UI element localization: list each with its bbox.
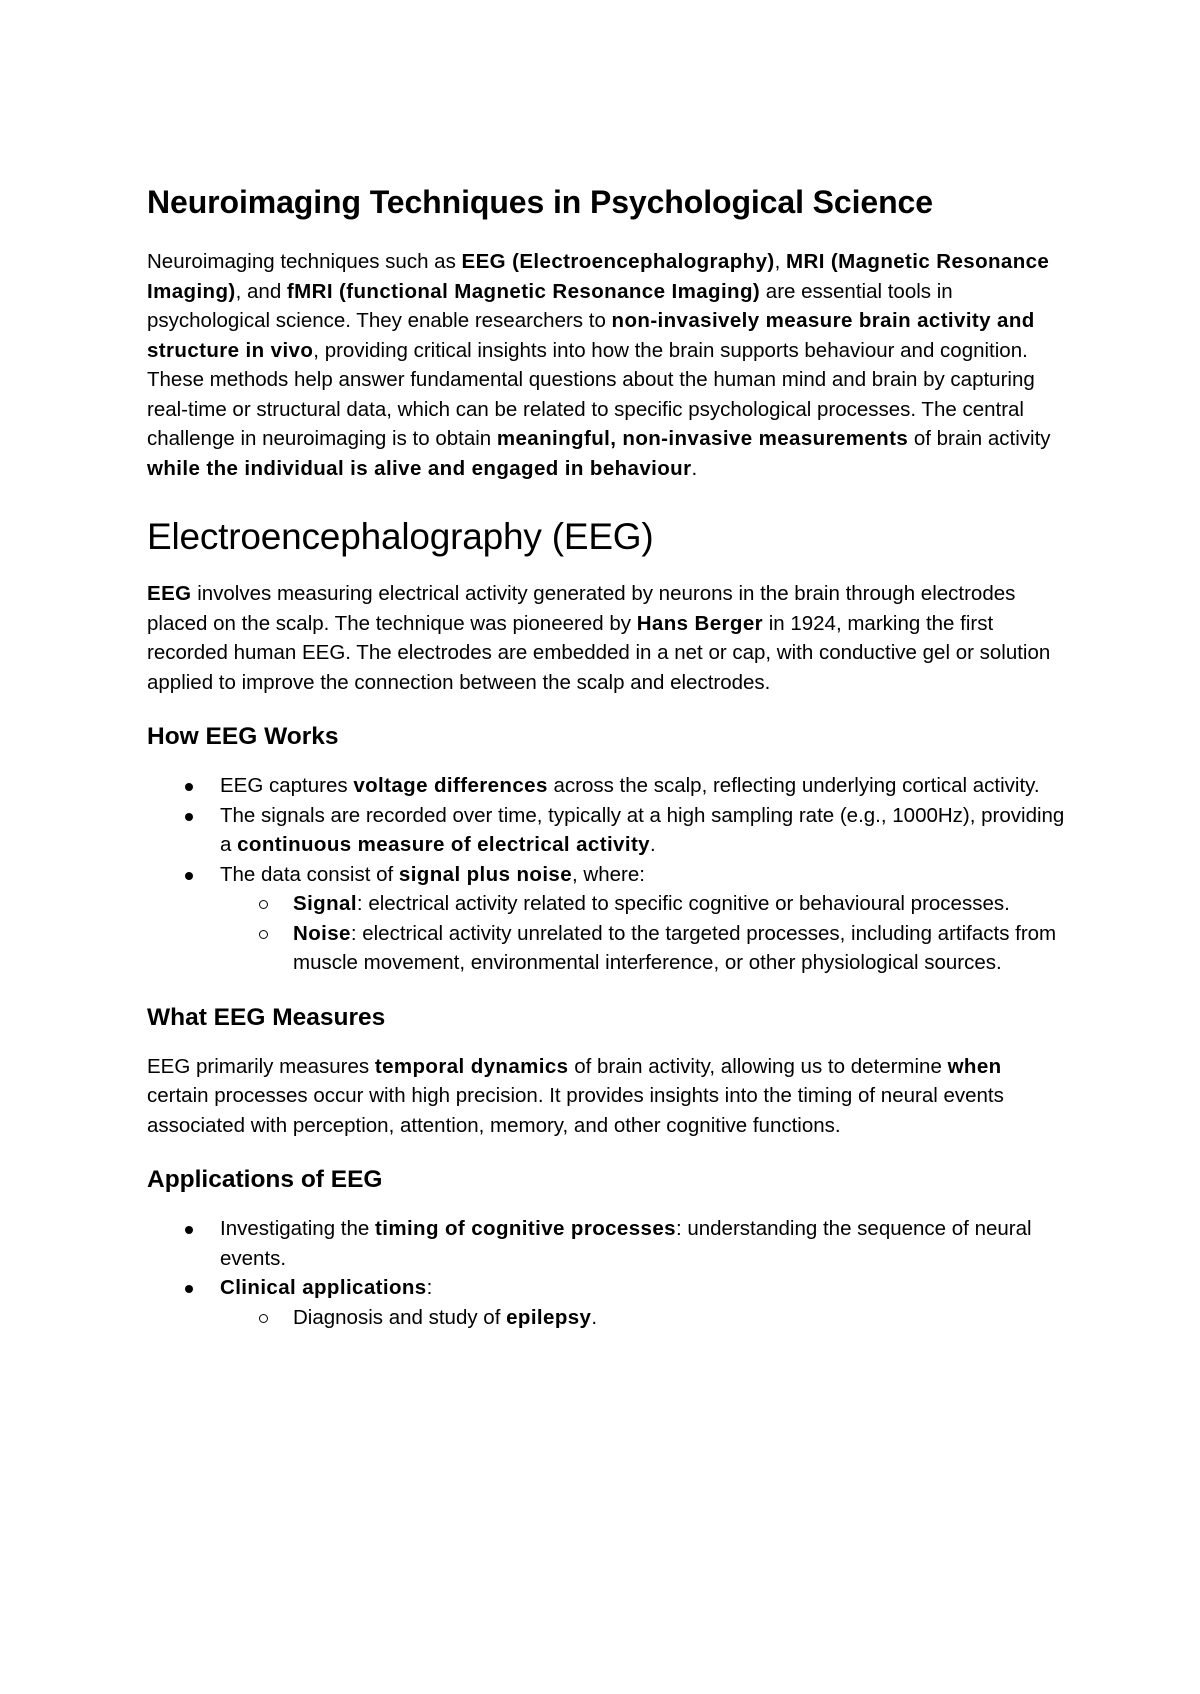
- sub-list-item-bold-text: Noise: [293, 921, 351, 945]
- sub-list-item: [220, 889, 1067, 919]
- document-content: [147, 180, 1067, 1332]
- list-item-text: [220, 804, 1064, 857]
- hollow-bullet-icon: [259, 1314, 268, 1323]
- bullet-icon: [185, 813, 193, 821]
- eeg-intro-paragraph: [147, 579, 1067, 697]
- sub-list-item-text: : electrical activity unrelated to the targeted processes, including artifacts from muscle movement, environmental interference, or other physiological sources.: [293, 921, 1057, 974]
- sub-list: [220, 1303, 1067, 1333]
- list-item-text: [220, 863, 645, 886]
- eeg-section-heading: Electroencephalography (EEG): [147, 516, 654, 557]
- sub-list-item-text: [293, 922, 1056, 975]
- intro-paragraph-bold-text: while the individual is alive and engaged in behaviour: [147, 456, 692, 480]
- list-item-text: [220, 774, 1040, 797]
- intro-paragraph-bold-text: meaningful, non-invasive measurements: [496, 427, 909, 450]
- applications-of-eeg-list: [147, 1214, 1067, 1332]
- list-item-text: [220, 1217, 1032, 1270]
- list-item-bold-text: signal plus noise: [398, 862, 573, 886]
- what-eeg-measures-heading: What EEG Measures: [147, 1003, 386, 1031]
- sub-list-item-text: .: [591, 1305, 598, 1329]
- list-item-text: :: [426, 1276, 433, 1299]
- eeg-intro-paragraph-bold-text: EEG: [147, 582, 192, 605]
- what-eeg-measures-paragraph: [147, 1052, 1067, 1141]
- list-item-bold-text: timing of cognitive processes: [375, 1217, 676, 1240]
- eeg-intro-paragraph-text: in 1924, marking the first recorded human EEG. The electrodes are embedded in a net or cap, with conductive gel or solution applied to improve the connection between the scalp and electrodes.: [147, 611, 1051, 694]
- sub-list-item-bold-text: epilepsy: [506, 1305, 592, 1329]
- list-item-bold-text: Clinical applications: [220, 1276, 427, 1299]
- sub-list-item-bold-text: Signal: [293, 892, 357, 915]
- how-eeg-works-list: [147, 771, 1067, 978]
- list-item-text: across the scalp, reflecting underlying cortical activity.: [547, 774, 1040, 797]
- intro-paragraph-text: ,: [774, 250, 787, 273]
- what-eeg-measures-paragraph-text: of brain activity, allowing us to determine: [568, 1054, 948, 1078]
- bullet-icon: [185, 872, 193, 880]
- intro-paragraph-text: , and: [235, 279, 287, 303]
- intro-paragraph-text: of brain activity: [908, 427, 1051, 450]
- intro-paragraph: [147, 247, 1067, 483]
- list-item-text: .: [649, 833, 656, 856]
- list-item-bold-text: continuous measure of electrical activity: [237, 833, 650, 856]
- page-title: Neuroimaging Techniques in Psychological Science: [147, 184, 933, 220]
- list-item: [147, 860, 1067, 978]
- intro-paragraph-bold-text: fMRI (functional Magnetic Resonance Imaging): [286, 279, 761, 303]
- eeg-intro-paragraph-bold-text: Hans Berger: [636, 611, 763, 635]
- intro-paragraph-bold-text: EEG (Electroencephalography): [461, 250, 775, 273]
- sub-list-item-text: [293, 1306, 597, 1329]
- list-item: [147, 1214, 1067, 1273]
- list-item-text: The signals are recorded over time, typically at a high sampling rate (e.g., 1000Hz), providing a: [220, 803, 1065, 856]
- list-item-text: Investigating the: [220, 1217, 375, 1240]
- bullet-icon: [185, 1285, 193, 1293]
- intro-paragraph-bold-text: MRI (Magnetic Resonance Imaging): [147, 250, 1050, 303]
- what-eeg-measures-paragraph-text: EEG primarily measures: [147, 1054, 375, 1078]
- applications-of-eeg-heading: Applications of EEG: [147, 1166, 383, 1193]
- list-item-text: The data consist of: [220, 862, 399, 886]
- how-eeg-works-heading: How EEG Works: [147, 723, 339, 750]
- list-item-text: EEG captures: [220, 774, 354, 797]
- sub-list-item: [220, 919, 1067, 978]
- sub-list: [220, 889, 1067, 978]
- intro-paragraph-text: are essential tools in psychological science. They enable researchers to: [147, 279, 953, 332]
- list-item-bold-text: voltage differences: [353, 774, 548, 797]
- list-item: [147, 1273, 1067, 1332]
- eeg-intro-paragraph-text: involves measuring electrical activity generated by neurons in the brain through electrodes placed on the scalp. The technique was pioneered by: [147, 582, 1016, 635]
- sub-list-item: [220, 1303, 1067, 1333]
- intro-paragraph-text: , providing critical insights into how the brain supports behaviour and cognition. These methods help answer fundamental questions about the human mind and brain by capturing real-time or structural data, which can be related to specific psychological processes. The central challenge in neuroimaging is to obtain: [147, 338, 1035, 450]
- list-item: [147, 771, 1067, 801]
- list-item-text: : understanding the sequence of neural events.: [220, 1217, 1032, 1270]
- intro-paragraph-bold-text: non-invasively measure brain activity and structure in vivo: [147, 309, 1035, 362]
- what-eeg-measures-paragraph-bold-text: when: [947, 1054, 1002, 1078]
- intro-paragraph-text: .: [691, 456, 698, 480]
- hollow-bullet-icon: [259, 900, 268, 909]
- sub-list-item-text: Diagnosis and study of: [293, 1305, 507, 1329]
- list-item-text: , where:: [572, 862, 645, 886]
- sub-list-item-text: : electrical activity related to specific cognitive or behavioural processes.: [356, 892, 1010, 915]
- bullet-icon: [185, 1226, 193, 1234]
- what-eeg-measures-paragraph-text: certain processes occur with high precision. It provides insights into the timing of neural events associated with perception, attention, memory, and other cognitive functions.: [147, 1084, 1004, 1137]
- list-item: [147, 801, 1067, 860]
- list-item-text: [220, 1276, 432, 1299]
- intro-paragraph-text: Neuroimaging techniques such as: [147, 250, 462, 273]
- what-eeg-measures-paragraph-bold-text: temporal dynamics: [374, 1054, 569, 1078]
- bullet-icon: [185, 783, 193, 791]
- hollow-bullet-icon: [259, 930, 268, 939]
- sub-list-item-text: [293, 892, 1010, 915]
